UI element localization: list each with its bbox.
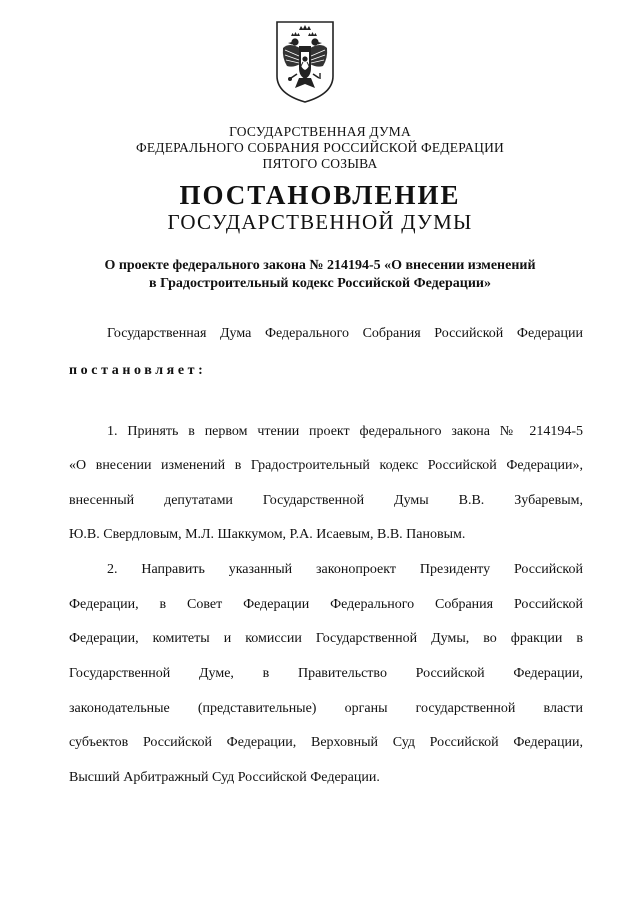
item2-line1: 2. Направить указанный законопроект Президенту Российской bbox=[107, 562, 583, 577]
resolves-word: постановляет: bbox=[69, 363, 207, 378]
item2-line5: законодательные (представительные) органы государственной власти bbox=[69, 701, 583, 716]
org-name-line1: ГОСУДАРСТВЕННАЯ ДУМА bbox=[229, 124, 411, 139]
subject-line2: в Градостроительный кодекс Российской Федерации» bbox=[149, 276, 491, 291]
item2-line7: Высший Арбитражный Суд Российской Федерации. bbox=[69, 770, 380, 785]
item1-line2: «О внесении изменений в Градостроительный кодекс Российской Федерации», bbox=[69, 458, 583, 473]
convocation: ПЯТОГО СОЗЫВА bbox=[262, 156, 378, 171]
org-name-line2: ФЕДЕРАЛЬНОГО СОБРАНИЯ РОССИЙСКОЙ ФЕДЕРАЦИИ bbox=[136, 140, 504, 155]
document-type-title: ПОСТАНОВЛЕНИЕ bbox=[179, 180, 461, 210]
document-issuer: ГОСУДАРСТВЕННОЙ ДУМЫ bbox=[167, 210, 473, 234]
item2-line4: Государственной Думе, в Правительство Российской Федерации, bbox=[69, 666, 583, 681]
item2-line2: Федерации, в Совет Федерации Федерального Собрания Российской bbox=[69, 597, 583, 612]
item1-line1: 1. Принять в первом чтении проект федерального закона № 214194-5 bbox=[107, 424, 583, 439]
item2-line3: Федерации, комитеты и комиссии Государственной Думы, во фракции в bbox=[69, 631, 583, 646]
preamble-text: Государственная Дума Федерального Собрания Российской Федерации bbox=[107, 326, 583, 341]
double-headed-eagle-icon bbox=[273, 18, 337, 104]
subject-line1: О проекте федерального закона № 214194-5 «О внесении изменений bbox=[104, 258, 536, 273]
item1-line3: внесенный депутатами Государственной Думы В.В. Зубаревым, bbox=[69, 493, 583, 508]
item1-line4: Ю.В. Свердловым, М.Л. Шаккумом, Р.А. Исаевым, В.В. Пановым. bbox=[69, 527, 466, 542]
item2-line6: субъектов Российской Федерации, Верховный Суд Российской Федерации, bbox=[69, 735, 583, 750]
emblem bbox=[273, 18, 337, 104]
